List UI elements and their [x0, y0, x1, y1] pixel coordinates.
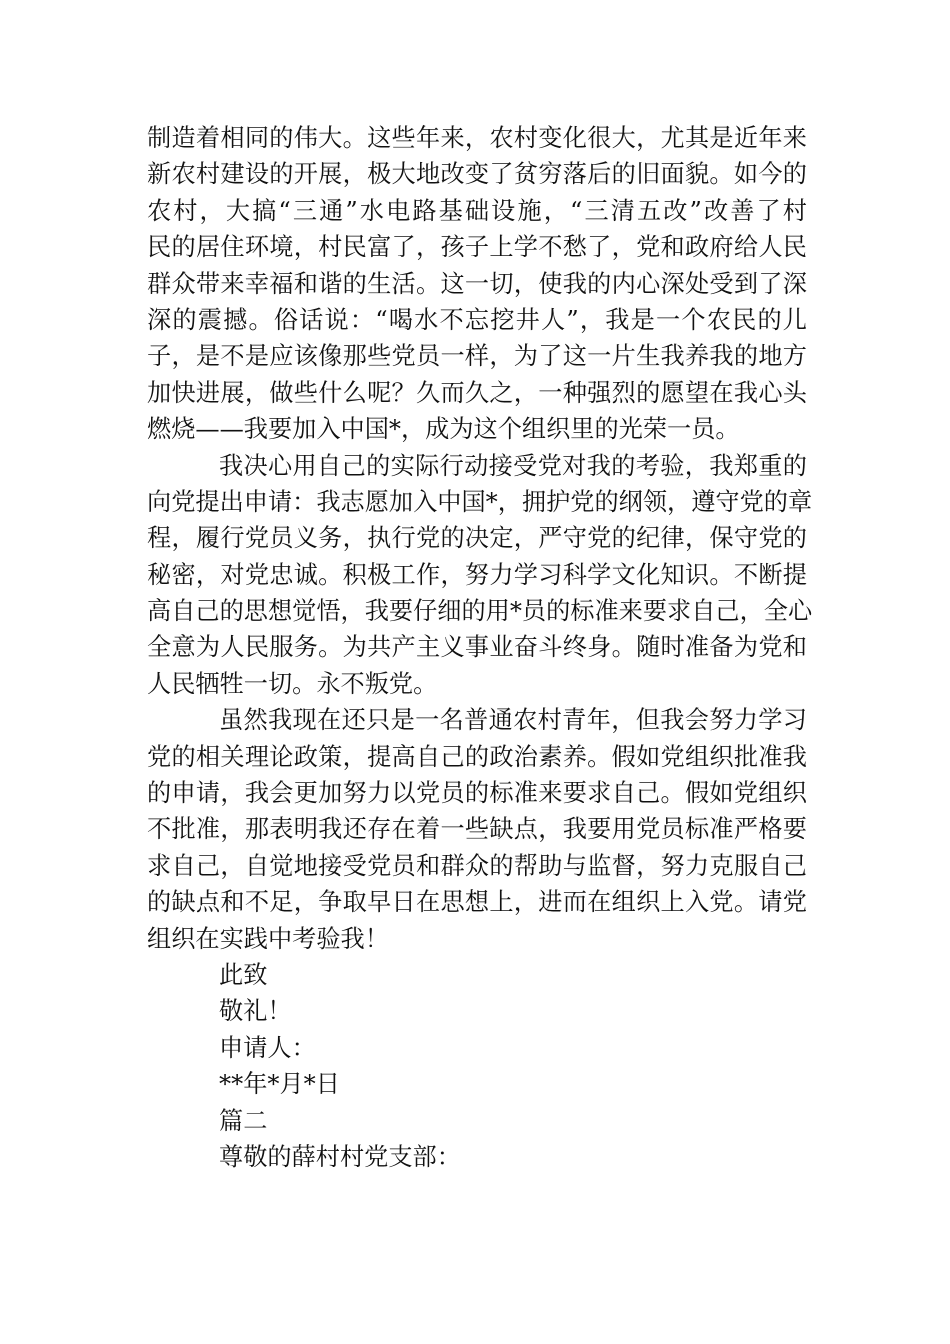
text-line: 求自己，自觉地接受党员和群众的帮助与监督，努力克服自己 [147, 851, 807, 880]
paragraph-1 [147, 120, 807, 448]
text-line: 子，是不是应该像那些党员一样，为了这一片生我养我的地方 [147, 342, 807, 371]
date-line: **年*月*日 [219, 1070, 340, 1099]
text-line: 不批准，那表明我还存在着一些缺点，我要用党员标准严格要 [147, 815, 807, 844]
text-line: 程，履行党员义务，执行党的决定，严守党的纪律，保守党的 [147, 524, 807, 553]
text-line: 农村，大搞“三通”水电路基础设施，“三清五改”改善了村 [147, 196, 807, 225]
respect-line: 敬礼！ [219, 997, 292, 1026]
text-line: 高自己的思想觉悟，我要仔细的用*员的标准来要求自己，全心 [147, 597, 813, 626]
text-line: 制造着相同的伟大。这些年来，农村变化很大，尤其是近年来 [147, 124, 807, 152]
document-body [147, 120, 813, 1175]
paragraph-2 [147, 448, 813, 703]
closing-block [147, 957, 807, 1175]
text-line: 燃烧——我要加入中国*，成为这个组织里的光荣一员。 [147, 415, 740, 444]
recipient-line: 尊敬的薛村村党支部： [219, 1142, 461, 1171]
applicant-label: 申请人： [219, 1033, 316, 1062]
text-line: 人民牺牲一切。永不叛党。 [147, 669, 438, 698]
text-line: 秘密，对党忠诚。积极工作，努力学习科学文化知识。不断提 [147, 560, 807, 589]
text-line: 民的居住环境，村民富了，孩子上学不愁了，党和政府给人民 [147, 233, 807, 262]
text-line: 我决心用自己的实际行动接受党对我的考验，我郑重的 [219, 451, 807, 480]
paragraph-3 [147, 702, 807, 957]
text-line: 组织在实践中考验我！ [147, 924, 389, 953]
text-line: 党的相关理论政策，提高自己的政治素养。假如党组织批准我 [147, 742, 807, 771]
text-line: 的申请，我会更加努力以党员的标准来要求自己。假如党组织 [147, 779, 807, 808]
text-line: 向党提出申请：我志愿加入中国*，拥护党的纲领，遵守党的章 [147, 487, 813, 516]
text-line: 虽然我现在还只是一名普通农村青年，但我会努力学习 [219, 706, 807, 735]
text-line: 深的震撼。俗话说：“喝水不忘挖井人”，我是一个农民的儿 [147, 305, 807, 334]
salutation: 此致 [219, 960, 268, 989]
text-line: 的缺点和不足，争取早日在思想上，进而在组织上入党。请党 [147, 888, 807, 917]
section-heading: 篇二 [219, 1106, 268, 1135]
text-line: 全意为人民服务。为共产主义事业奋斗终身。随时准备为党和 [147, 633, 807, 662]
text-line: 新农村建设的开展，极大地改变了贫穷落后的旧面貌。如今的 [147, 160, 807, 189]
text-line: 加快进展，做些什么呢？久而久之，一种强烈的愿望在我心头 [147, 378, 807, 407]
text-line: 群众带来幸福和谐的生活。这一切，使我的内心深处受到了深 [147, 269, 807, 298]
